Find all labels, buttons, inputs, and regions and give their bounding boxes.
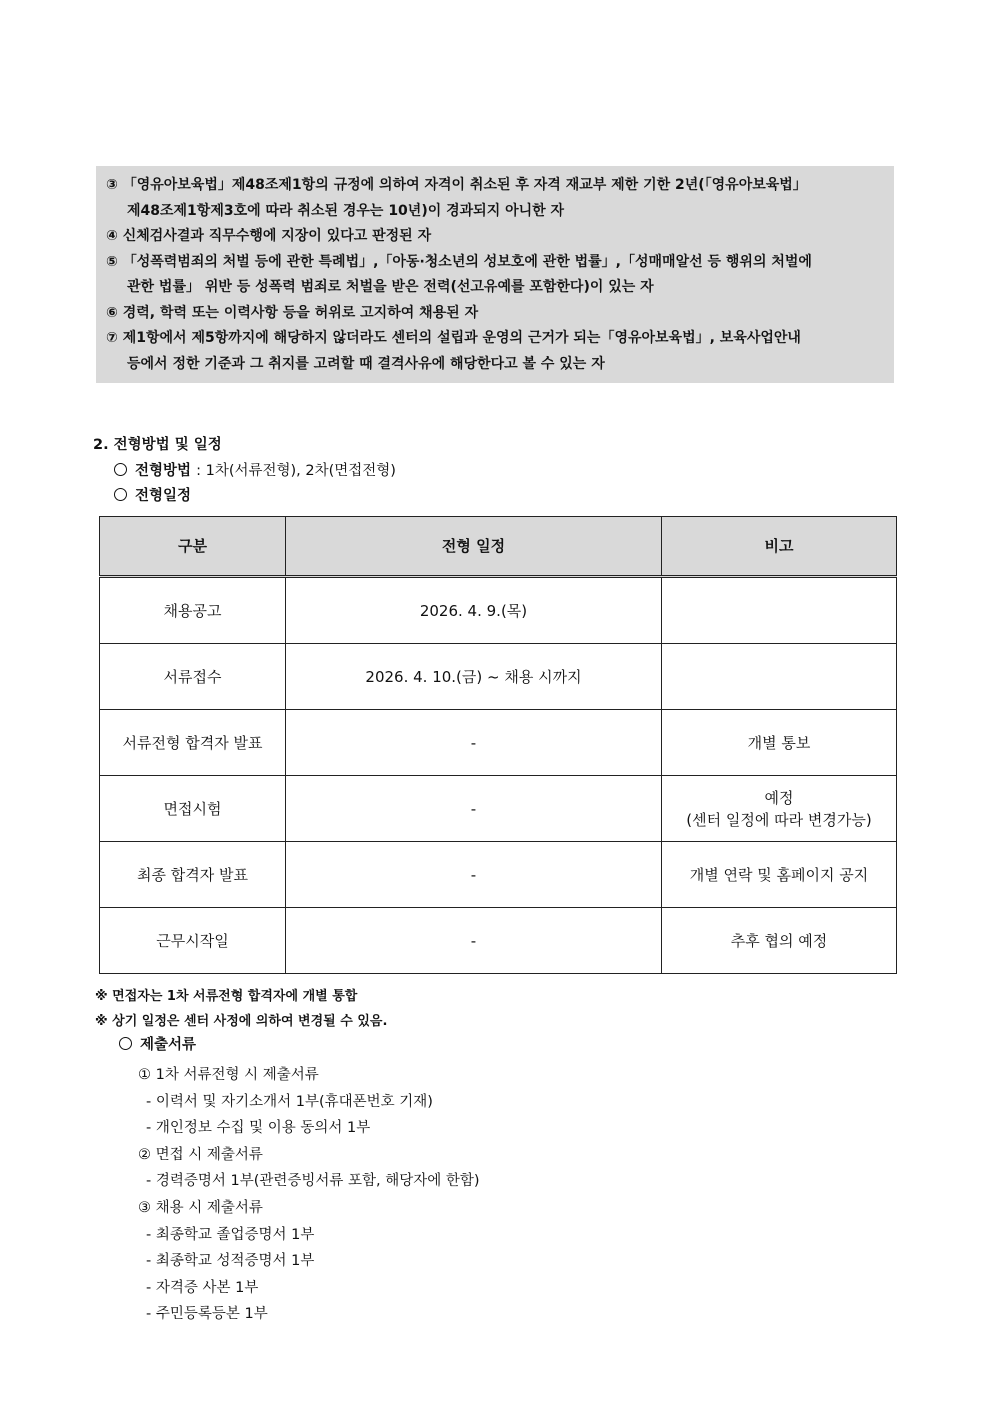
- note-line: ※ 상기 일정은 센터 사정에 의하여 변경될 수 있음.: [95, 1014, 388, 1029]
- item-number: ④: [106, 228, 118, 244]
- item-number: ⑦: [106, 330, 118, 346]
- row-note-line2: (센터 일정에 따라 변경가능): [686, 810, 872, 829]
- item-text-cont: 관한 법률」 위반 등 성폭력 범죄로 처벌을 받은 전력(선고유예를 포함한다)이 있는 자: [127, 279, 654, 295]
- doc-item: - 최종학교 졸업증명서 1부: [146, 1226, 315, 1243]
- documents-list: [138, 1062, 480, 1328]
- row-note: 추후 협의 예정: [662, 908, 897, 974]
- row-note: 개별 통보: [662, 710, 897, 776]
- row-date: -: [286, 710, 662, 776]
- item-text: 「영유아보육법」제48조제1항의 규정에 의하여 자격이 취소된 후 자격 재교부 제한 기한 2년(「영유아보육법」: [122, 177, 807, 193]
- disqualification-item: [106, 301, 886, 327]
- doc-item: - 개인정보 수집 및 이용 동의서 1부: [146, 1120, 371, 1137]
- method-value: : 1차(서류전형), 2차(면접전형): [196, 463, 396, 479]
- doc-item: - 최종학교 성적증명서 1부: [146, 1253, 315, 1270]
- row-date: -: [286, 842, 662, 908]
- method-label: 전형방법: [135, 463, 192, 479]
- doc-heading: ① 1차 서류전형 시 제출서류: [138, 1067, 319, 1083]
- table-row: [100, 908, 897, 974]
- item-text-cont: 등에서 정한 기준과 그 취지를 고려할 때 결격사유에 해당한다고 볼 수 있는 자: [127, 355, 605, 372]
- doc-heading: ③ 채용 시 제출서류: [138, 1199, 263, 1216]
- table-row: [100, 577, 897, 644]
- row-category: 최종 합격자 발표: [100, 842, 286, 908]
- item-number: ⑤: [106, 253, 118, 270]
- schedule-table: [99, 516, 897, 974]
- doc-item: - 이력서 및 자기소개서 1부(휴대폰번호 기재): [146, 1093, 433, 1110]
- row-category: 서류전형 합격자 발표: [100, 710, 286, 776]
- row-note: [662, 644, 897, 710]
- documents-title-line: [119, 1033, 196, 1054]
- disqualification-item: [106, 224, 886, 250]
- item-text: 신체검사결과 직무수행에 지장이 있다고 판정된 자: [122, 228, 432, 244]
- row-date: -: [286, 908, 662, 974]
- circle-bullet-icon: [119, 1037, 132, 1050]
- row-category: 근무시작일: [100, 908, 286, 974]
- doc-item: - 자격증 사본 1부: [146, 1279, 259, 1296]
- table-row: [100, 776, 897, 842]
- row-date: -: [286, 776, 662, 842]
- table-row: [100, 644, 897, 710]
- section-title: 2. 전형방법 및 일정: [93, 437, 222, 453]
- disqualification-item: [106, 173, 886, 224]
- doc-item: - 경력증명서 1부(관련증빙서류 포함, 해당자에 한함): [146, 1173, 480, 1190]
- header-note: 비고: [662, 517, 897, 577]
- table-row: [100, 710, 897, 776]
- row-category: 면접시험: [100, 776, 286, 842]
- item-text: 경력, 학력 또는 이력사항 등을 허위로 고지하여 채용된 자: [122, 304, 479, 321]
- header-schedule: 전형 일정: [286, 517, 662, 577]
- row-category: 서류접수: [100, 644, 286, 710]
- item-number: ③: [106, 177, 118, 193]
- schedule-label: 전형일정: [135, 488, 192, 504]
- circle-bullet-icon: [114, 463, 127, 476]
- disqualification-item: [106, 250, 886, 301]
- disqualification-item: [106, 326, 886, 377]
- row-date: 2026. 4. 9.(목): [286, 577, 662, 644]
- row-category: 채용공고: [100, 577, 286, 644]
- item-text-cont: 제48조제1항제3호에 따라 취소된 경우는 10년)이 경과되지 아니한 자: [127, 202, 565, 219]
- circle-bullet-icon: [114, 488, 127, 501]
- item-number: ⑥: [106, 304, 118, 321]
- row-note-line1: 예정: [764, 788, 794, 807]
- item-text: 제1항에서 제5항까지에 해당하지 않더라도 센터의 설립과 운영의 근거가 되는「영유아보육법」, 보육사업안내: [122, 330, 801, 346]
- row-note: [662, 776, 897, 842]
- table-header-row: [100, 517, 897, 577]
- documents-title: 제출서류: [140, 1037, 197, 1053]
- disqualification-box: [96, 166, 894, 383]
- row-date: 2026. 4. 10.(금) ~ 채용 시까지: [286, 644, 662, 710]
- schedule-line: [114, 484, 191, 505]
- doc-heading: ② 면접 시 제출서류: [138, 1146, 263, 1163]
- table-row: [100, 842, 897, 908]
- note-line: ※ 면접자는 1차 서류전형 합격자에 개별 통합: [95, 989, 358, 1004]
- row-note: 개별 연락 및 홈페이지 공지: [662, 842, 897, 908]
- row-note: [662, 577, 897, 644]
- method-line: [114, 459, 396, 480]
- header-category: 구분: [100, 517, 286, 577]
- item-text: 「성폭력범죄의 처벌 등에 관한 특례법」,「아동·청소년의 성보호에 관한 법률」,「성매매알선 등 행위의 처벌에: [122, 253, 812, 270]
- doc-item: - 주민등록등본 1부: [146, 1306, 268, 1323]
